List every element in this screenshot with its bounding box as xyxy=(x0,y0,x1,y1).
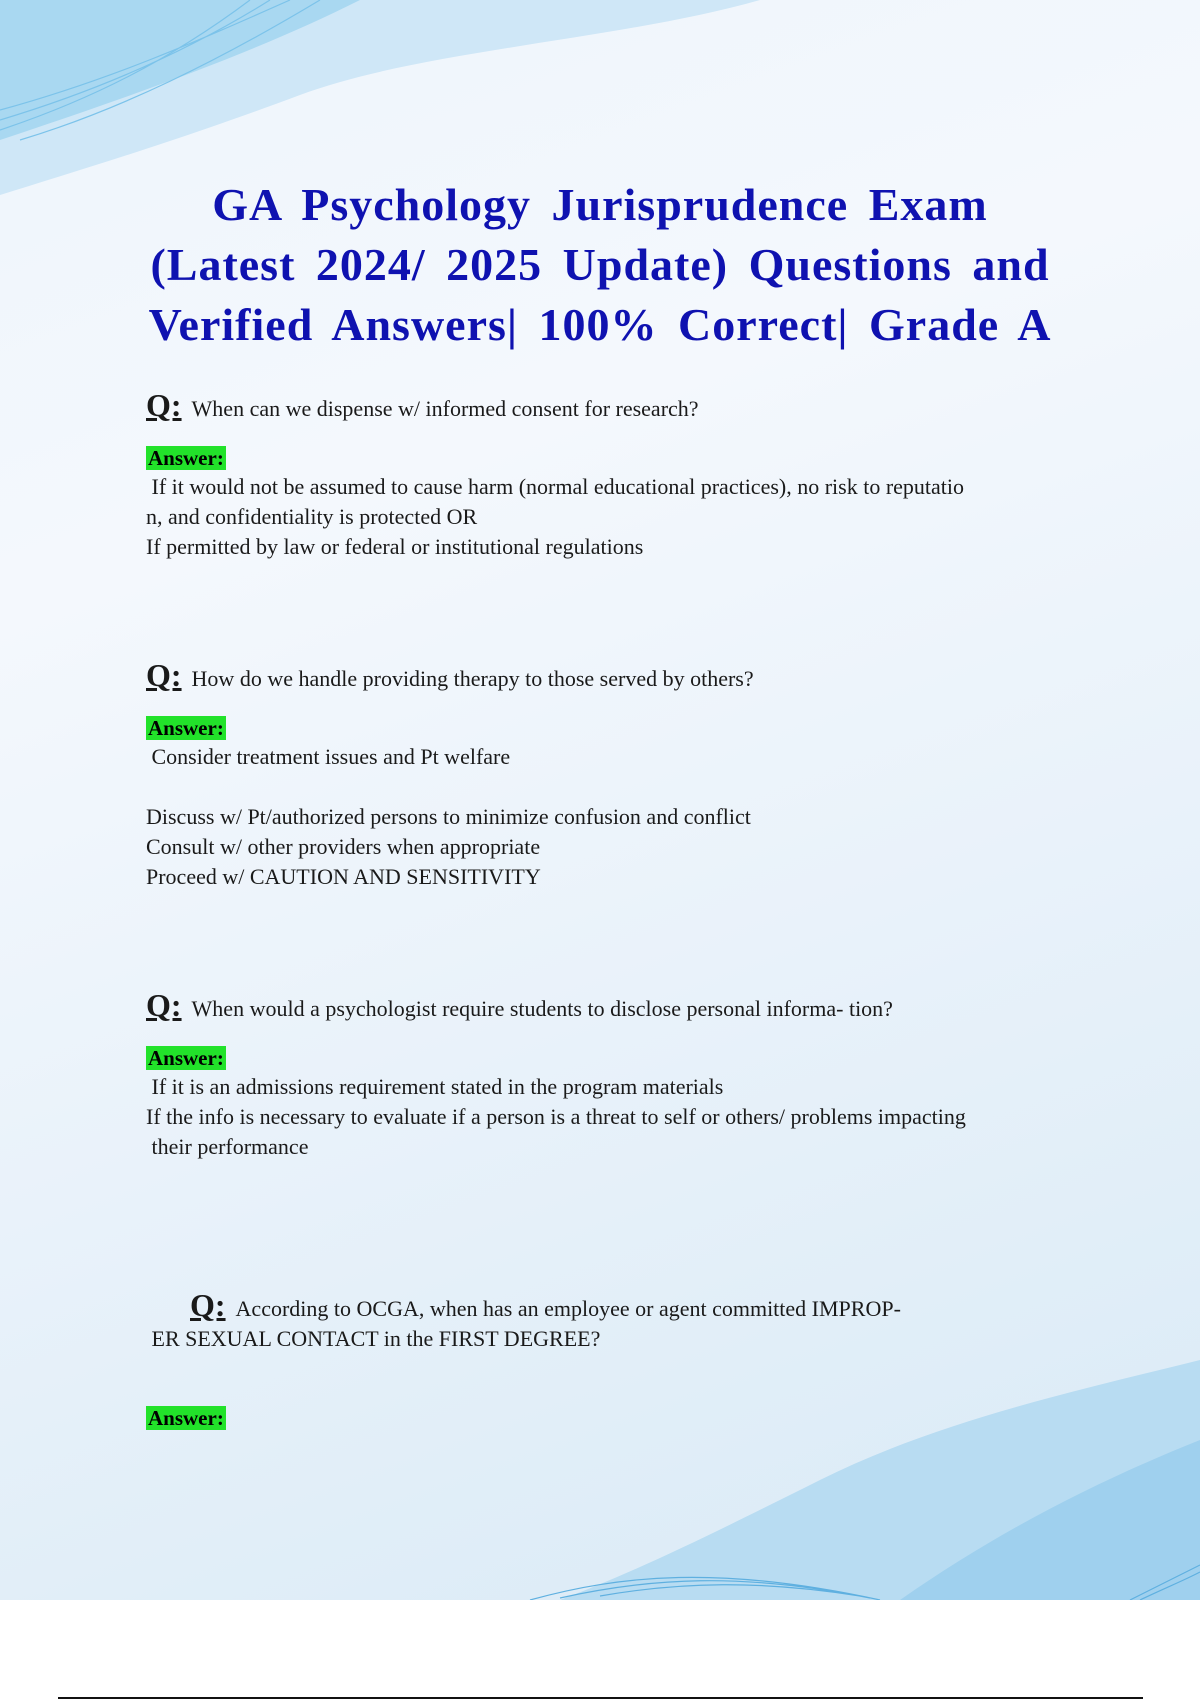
question xyxy=(146,657,1086,694)
footer-rule xyxy=(58,1697,1143,1699)
question-text: When can we dispense w/ informed consent for research? xyxy=(191,396,699,421)
question-label: Q: xyxy=(146,987,182,1023)
qa-item xyxy=(146,387,1086,562)
question-text: How do we handle providing therapy to those served by others? xyxy=(191,666,754,691)
question xyxy=(146,387,1086,424)
qa-item xyxy=(146,657,1086,892)
answer-label: Answer: xyxy=(148,446,224,470)
qa-item xyxy=(146,1260,1086,1432)
question xyxy=(146,987,1086,1024)
question-label: Q: xyxy=(146,657,182,693)
question-text: According to OCGA, when has an employee or agent committed IMPROP- ER SEXUAL CONTACT in the FIRST DEGREE? xyxy=(151,1296,901,1351)
answer-label: Answer: xyxy=(148,1406,224,1430)
answer-text: If it would not be assumed to cause harm (normal educational practices), no risk to reputatio n, and confidentiality is protected OR If permitted by law or federal or institutional regulations xyxy=(146,474,965,559)
question-text: When would a psychologist require students to disclose personal informa- tion? xyxy=(191,996,893,1021)
question-label: Q: xyxy=(146,387,182,423)
answer-label: Answer: xyxy=(148,1046,224,1070)
question xyxy=(146,1260,1086,1384)
answer-text: If it is an admissions requirement stated in the program materials If the info is necessary to evaluate if a person is a threat to self or others/ problems impacting their performance xyxy=(146,1074,966,1159)
question-label: Q: xyxy=(190,1287,226,1323)
answer-label: Answer: xyxy=(148,716,224,740)
document-title: GA Psychology Jurisprudence Exam (Latest 2024/ 2025 Update) Questions and Verified Answers| 100% Correct| Grade A xyxy=(148,179,1052,350)
qa-item xyxy=(146,987,1086,1162)
answer-text: Consider treatment issues and Pt welfare Discuss w/ Pt/authorized persons to minimize confusion and conflict Consult w/ other providers when appropriate Proceed w/ CAUTION AND SENSITIVITY xyxy=(146,744,751,889)
